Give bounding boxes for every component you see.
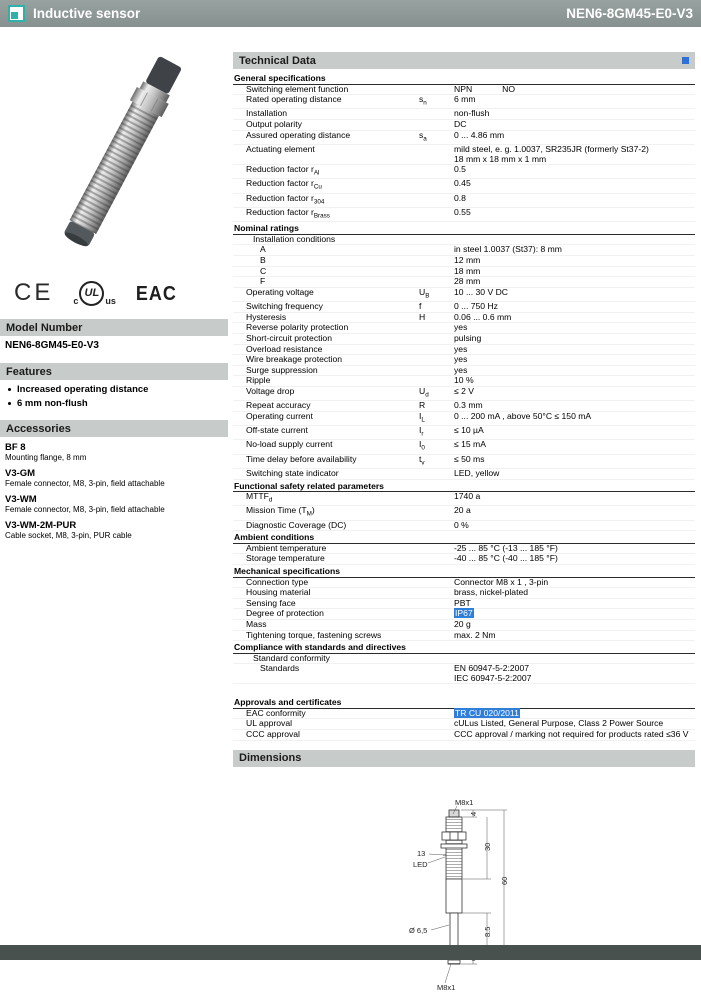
spec-label: Tightening torque, fastening screws [246,629,382,640]
spec-label: Switching frequency [246,301,323,312]
footer-bar [0,945,701,960]
spec-label: Output polarity [246,119,302,129]
feature-item: 6 mm non-flush [7,398,222,409]
spec-symbol: $I_r$ [419,425,424,438]
spec-symbol: $I_L$ [419,410,425,424]
spec-label: Switching state indicator [246,468,339,479]
spec-value: ≤ 15 mA [454,439,486,450]
spec-section-heading: General specifications [233,73,695,85]
technical-data-title: Technical Data [239,54,316,67]
model-number-value: NEN6-8GM45-E0-V3 [5,340,99,351]
accessory-desc: Mounting flange, 8 mm [5,453,87,462]
spec-label: Off-state current [246,425,308,436]
spec-value: TR CU 020/2011 [455,707,519,718]
spec-label: F [260,276,266,287]
spec-label: Ambient temperature [246,542,327,553]
dim-label-housing-thread: M8x1 [455,797,474,807]
spec-row [233,426,695,440]
cube-inner-icon [11,12,18,19]
ul-c-label: c [73,295,79,306]
spec-label: B [260,255,266,266]
spec-label: Operating current [246,410,313,421]
ul-letters: UL [84,287,100,299]
spec-value: 20 g [454,618,471,629]
header-model-number: NEN6-8GM45-E0-V3 [566,6,693,21]
spec-value: 0.45 [454,178,471,189]
spec-label: Rated operating distance [246,94,342,105]
spec-row [233,730,695,741]
spec-value: 20 a [454,505,471,516]
header-bar [0,0,701,27]
spec-value: max. 2 Nm [454,629,496,640]
spec-row [233,455,695,469]
accessory-name: V3-WM-2M-PUR [5,520,77,531]
spec-value: 18 mm [454,265,481,276]
dim-label-connector-thread: M8x1 [437,982,456,992]
spec-label: Reduction factor $r_{Cu}$ [246,178,322,192]
spec-value: pulsing [454,332,482,343]
spec-row [233,631,695,642]
spec-label: Overload resistance [246,343,323,354]
spec-row [233,145,695,165]
spec-row [233,620,695,631]
spec-label: Standard conformity [253,652,330,663]
spec-value: mild steel, e. g. 1.0037, SR235JR (formerly St37-2) 18 mm x 18 mm x 1 mm [454,143,649,164]
spec-value: yes [454,364,468,375]
feature-item: Increased operating distance [7,384,222,395]
spec-value: ≤ 50 ms [454,453,485,464]
spec-value: 0.8 [454,192,466,203]
technical-data-header [233,52,695,69]
spec-label: Degree of protection [246,608,324,619]
spec-value: Connector M8 x 1 , 3-pin [454,576,549,587]
accessory-desc: Female connector, M8, 3-pin, field attachable [5,479,165,488]
spec-label: Hysteresis [246,311,287,322]
product-photo [0,27,228,275]
dim-label-overall-length: 60 [500,876,509,885]
spec-row [233,120,695,131]
spec-row [233,521,695,532]
spec-row [233,179,695,193]
spec-row [233,506,695,520]
spec-section [233,223,695,479]
spec-value: CCC approval / marking not required for products rated ≤36 V [454,729,689,740]
accessory-name: BF 8 [5,442,26,453]
spec-label: Mass [246,618,267,629]
spec-label: Assured operating distance [246,129,351,140]
accessory-name: V3-WM [5,494,37,505]
spec-section-heading: Approvals and certificates [233,697,695,709]
page-title: Inductive sensor [33,6,141,21]
spec-value: 0 % [454,519,469,530]
spec-value: 12 mm [454,255,481,266]
spec-value: 10 ... 30 V DC [454,286,508,297]
spec-symbol: $s_a$ [419,129,427,143]
spec-value: LED, yellow [454,468,500,479]
spec-label: Storage temperature [246,553,325,564]
spec-label: EAC conformity [246,707,306,718]
spec-section [233,532,695,565]
spec-label: Actuating element [246,143,315,154]
features-header: Features [0,363,228,380]
ul-mark [73,281,116,306]
spec-section [233,566,695,641]
spec-label: Operating voltage [246,286,314,297]
technical-table [233,73,695,741]
spec-symbol: $U_B$ [419,286,430,300]
spec-value: in steel 1.0037 (St37): 8 mm [454,244,562,255]
spec-value: DC [454,119,467,129]
spec-section-heading: Mechanical specifications [233,566,695,578]
spec-row [233,440,695,454]
ul-us-label: us [105,295,116,306]
spec-row [233,208,695,222]
spec-value: 1740 a [454,491,481,502]
spec-row [233,664,695,684]
spec-row [233,288,695,302]
spec-label: Short-circuit protection [246,332,332,343]
spec-value: 0.06 ... 0.6 mm [454,311,512,322]
dimensions-header: Dimensions [233,750,695,767]
spec-value: -40 ... 85 °C (-40 ... 185 °F) [454,553,558,564]
accessory-item [5,520,222,540]
dim-label-lower-length: 8.5 [483,926,492,937]
spec-label: Housing material [246,587,311,598]
spec-section [233,697,695,740]
spec-value: IP67 [455,608,473,619]
spec-value: brass, nickel-plated [454,587,529,598]
spec-value: 28 mm [454,276,481,287]
spec-row [233,95,695,109]
spec-label: No-load supply current [246,439,333,450]
accessory-item [5,494,222,514]
accessory-item [5,442,222,462]
features-list [0,380,228,420]
spec-label: Reduction factor $r_{Brass}$ [246,207,330,220]
dim-label-connector-diameter: Ø 6,5 [409,925,428,935]
spec-symbol: $t_v$ [419,453,425,467]
spec-row [233,554,695,565]
spec-label: A [260,244,266,255]
spec-section-heading: Nominal ratings [233,223,695,235]
accessories-list [0,437,228,540]
spec-value: yes [454,343,468,354]
spec-label: Wire breakage protection [246,354,343,365]
accessory-desc: Cable socket, M8, 3-pin, PUR cable [5,531,132,540]
spec-label: Switching element function [246,83,349,94]
spec-row [233,412,695,426]
ce-mark: CE [14,279,54,306]
spec-label: Repeat accuracy [246,400,311,411]
spec-value: 0.3 mm [454,400,483,411]
spec-value: 0 ... 4.86 mm [454,129,505,140]
spec-row [233,131,695,145]
technical-data-column [233,27,695,1002]
spec-value: non-flush [454,108,490,119]
spec-value: 0.55 [454,207,471,218]
spec-label: Installation conditions [253,233,336,244]
spec-row [233,334,695,345]
spec-label: Surge suppression [246,364,318,375]
dim-label-upper-length: 30 [483,842,492,851]
spec-value: ≤ 10 µA [454,425,484,436]
spec-value: NPN NO [454,83,516,94]
spec-symbol: f [419,301,422,312]
spec-value: -25 ... 85 °C (-13 ... 185 °F) [454,542,558,553]
spec-section-heading: Ambient conditions [233,532,695,544]
spec-label: UL approval [246,718,293,729]
spec-label: Reduction factor $r_{304}$ [246,192,325,206]
spec-symbol: $s_n$ [419,94,427,107]
spec-label: Installation [246,108,288,119]
ul-circle-icon [79,281,104,306]
spec-row [233,194,695,208]
spec-section [233,642,695,684]
spec-label: CCC approval [246,729,300,740]
model-number-header: Model Number [0,319,228,336]
certification-logos [0,275,228,319]
spec-value: 0.5 [454,164,466,175]
spec-section-heading: Functional safety related parameters [233,481,695,493]
spec-value: 6 mm [454,94,476,105]
spec-label: Mission Time $(T_M)$ [246,505,315,519]
left-column [0,27,228,546]
spec-symbol: R [419,400,426,411]
spec-value: 0 ... 750 Hz [454,301,498,312]
selection-marker-icon [682,57,689,64]
spec-value: 0 ... 200 mA , above 50°C ≤ 150 mA [454,410,592,421]
spec-section [233,481,695,532]
spec-symbol: $I_0$ [419,439,425,453]
spec-label: Voltage drop [246,385,295,396]
spec-label: Time delay before availability [246,453,357,464]
spec-label: Ripple [246,375,271,386]
spec-section [233,73,695,222]
spec-row [233,469,695,480]
spec-label: Connection type [246,576,309,587]
dimension-drawing [401,797,695,1002]
spec-row [233,492,695,506]
spec-value: EN 60947-5-2:2007 IEC 60947-5-2:2007 [454,663,532,683]
spec-label: C [260,265,267,276]
spec-value: 10 % [454,375,474,386]
spec-symbol: $U_d$ [419,385,429,399]
spec-symbol: H [419,311,426,322]
spec-label: Diagnostic Coverage (DC) [246,519,347,530]
sensor-photo-illustration [18,35,223,273]
accessory-desc: Female connector, M8, 3-pin, field attachable [5,505,165,514]
spec-value: yes [454,354,468,365]
dim-label-tip-length: 4 [469,811,478,816]
accessories-header: Accessories [0,420,228,437]
spec-label: Reduction factor $r_{Al}$ [246,164,320,177]
accessory-name: V3-GM [5,468,36,479]
spec-label: Standards [260,663,300,674]
accessory-item [5,468,222,488]
dim-label-led: LED [413,859,428,869]
spec-label: Sensing face [246,597,296,608]
spec-value: yes [454,322,468,333]
dimension-svg [401,797,551,997]
spec-label: $MTTF_d$ [246,491,273,504]
spec-value: cULus Listed, General Purpose, Class 2 Power Source [454,718,664,729]
spec-row [233,387,695,401]
spec-section-heading: Compliance with standards and directives [233,642,695,654]
spec-row [233,165,695,179]
spec-label: Reverse polarity protection [246,322,349,333]
spec-value: PBT [454,597,471,608]
product-type-icon [8,5,25,22]
spec-value: ≤ 2 V [454,385,475,396]
eac-mark: EAC [135,280,177,304]
dim-label-led-offset: 13 [417,848,426,858]
